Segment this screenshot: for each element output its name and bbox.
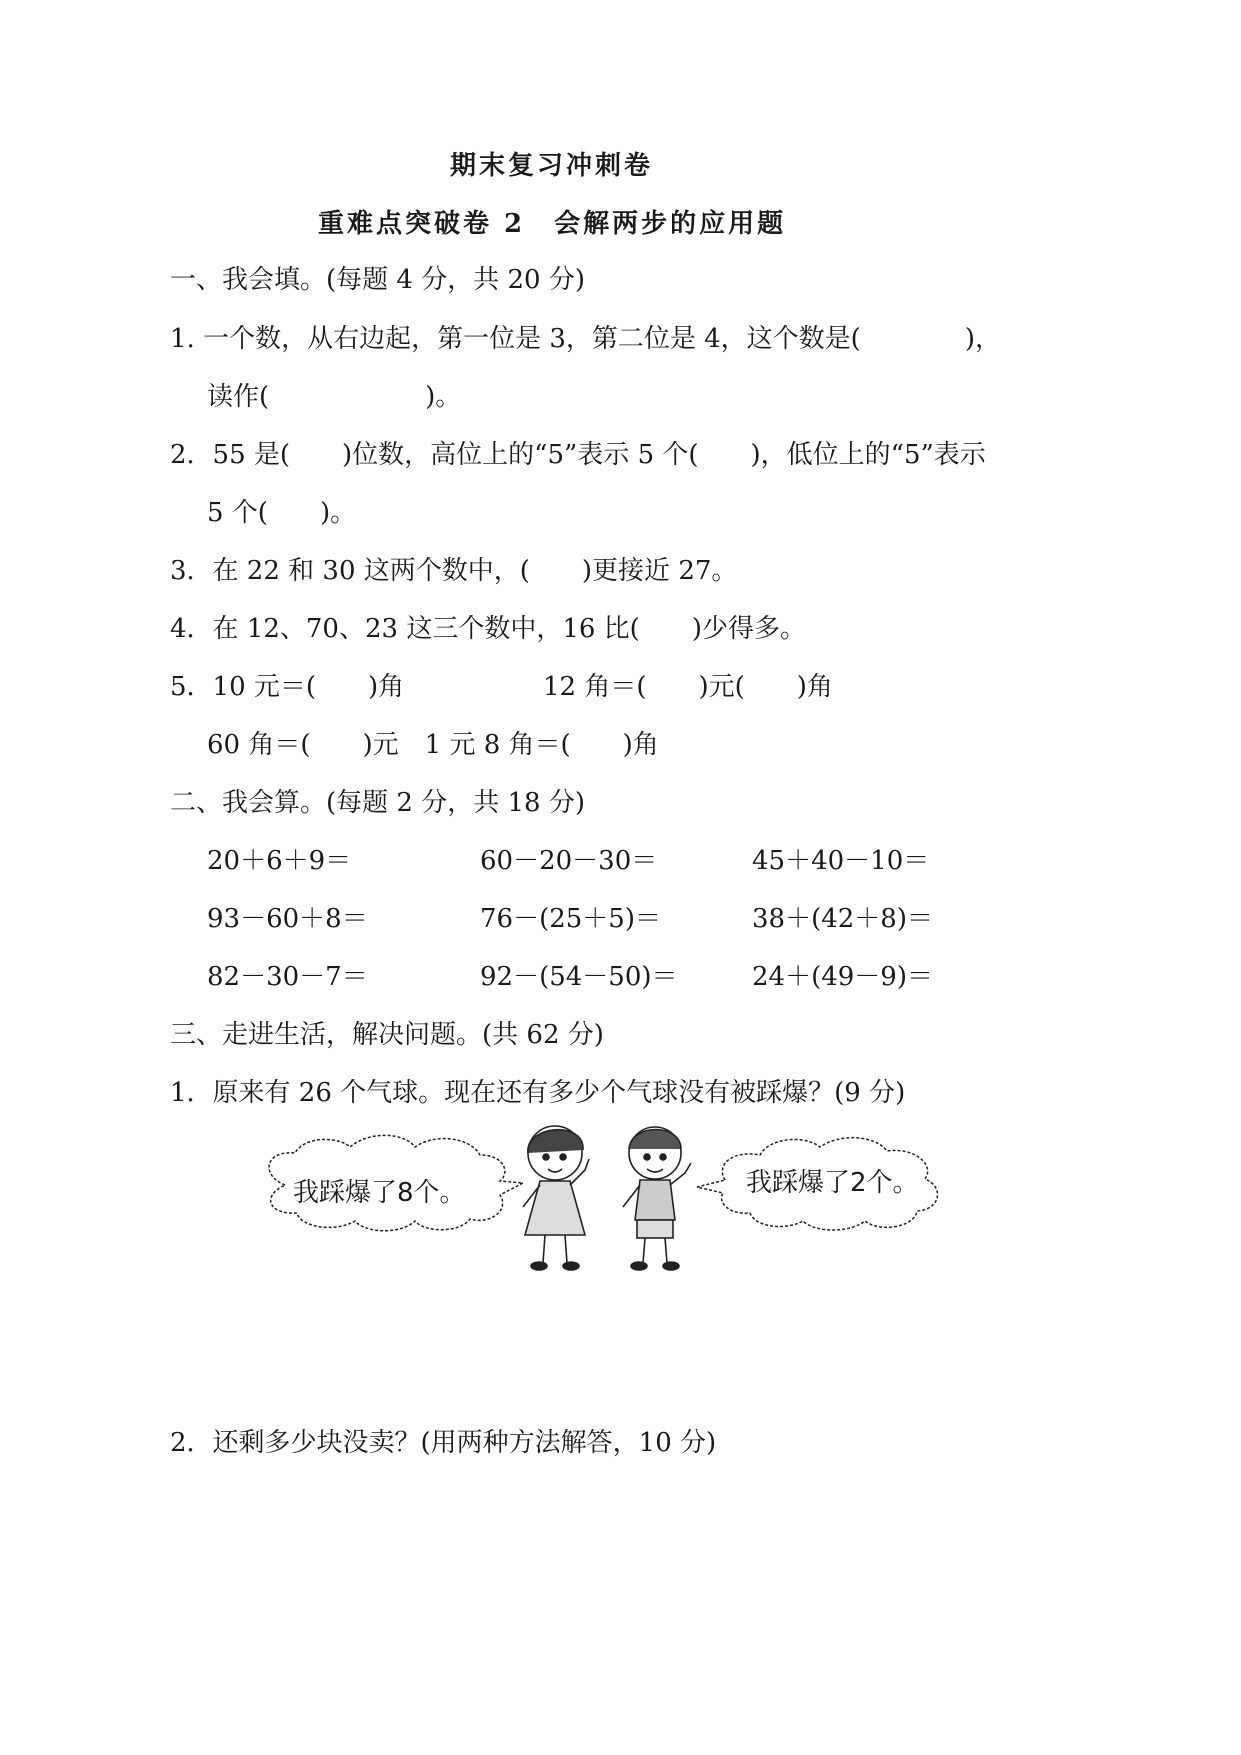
calc-expression: 38＋(42＋8)＝ xyxy=(752,904,933,934)
question-1-2-line2: 5 个( )。 xyxy=(207,498,357,528)
speech-bubble-right-text: 我踩爆了2个。 xyxy=(746,1168,919,1198)
section2-heading: 二、我会算。(每题 2 分，共 18 分) xyxy=(170,788,585,818)
question-3-2: 2．还剩多少块没卖？(用两种方法解答，10 分) xyxy=(170,1428,717,1458)
question-3-1: 1．原来有 26 个气球。现在还有多少个气球没有被踩爆？(9 分) xyxy=(170,1078,906,1108)
question-1-5-c: 60 角＝( )元 1 元 8 角＝( )角 xyxy=(207,730,659,760)
question-1-5-a: 5．10 元＝( )角 xyxy=(170,672,405,702)
question-1-4: 4．在 12、70、23 这三个数中，16 比( )少得多。 xyxy=(170,614,806,644)
question-1-3: 3．在 22 和 30 这两个数中，( )更接近 27。 xyxy=(170,556,738,586)
calc-expression: 82－30－7＝ xyxy=(207,962,368,992)
section1-heading: 一、我会填。(每题 4 分，共 20 分) xyxy=(170,265,585,295)
girl-figure xyxy=(523,1126,589,1270)
page-subtitle: 重难点突破卷 2 会解两步的应用题 xyxy=(318,209,787,239)
calc-expression: 92－(54－50)＝ xyxy=(480,962,678,992)
question-1-1-line1: 1. 一个数，从右边起，第一位是 3，第二位是 4，这个数是( )， xyxy=(170,324,1001,354)
speech-bubble-left-text: 我踩爆了8个。 xyxy=(293,1178,466,1208)
section3-heading: 三、走进生活，解决问题。(共 62 分) xyxy=(170,1020,604,1050)
page-title: 期末复习冲刺卷 xyxy=(450,151,654,181)
calc-expression: 24＋(49－9)＝ xyxy=(752,962,933,992)
calc-expression: 60－20－30＝ xyxy=(480,846,658,876)
calc-expression: 76－(25＋5)＝ xyxy=(480,904,661,934)
calc-expression: 45＋40－10＝ xyxy=(752,846,930,876)
question-1-2-line1: 2．55 是( )位数，高位上的“5”表示 5 个( )，低位上的“5”表示 xyxy=(170,440,986,470)
question-1-5-b: 12 角＝( )元( )角 xyxy=(543,672,833,702)
boy-figure xyxy=(623,1127,691,1270)
question-1-1-line2: 读作( )。 xyxy=(207,382,462,412)
calc-expression: 20＋6＋9＝ xyxy=(207,846,352,876)
calc-expression: 93－60＋8＝ xyxy=(207,904,368,934)
